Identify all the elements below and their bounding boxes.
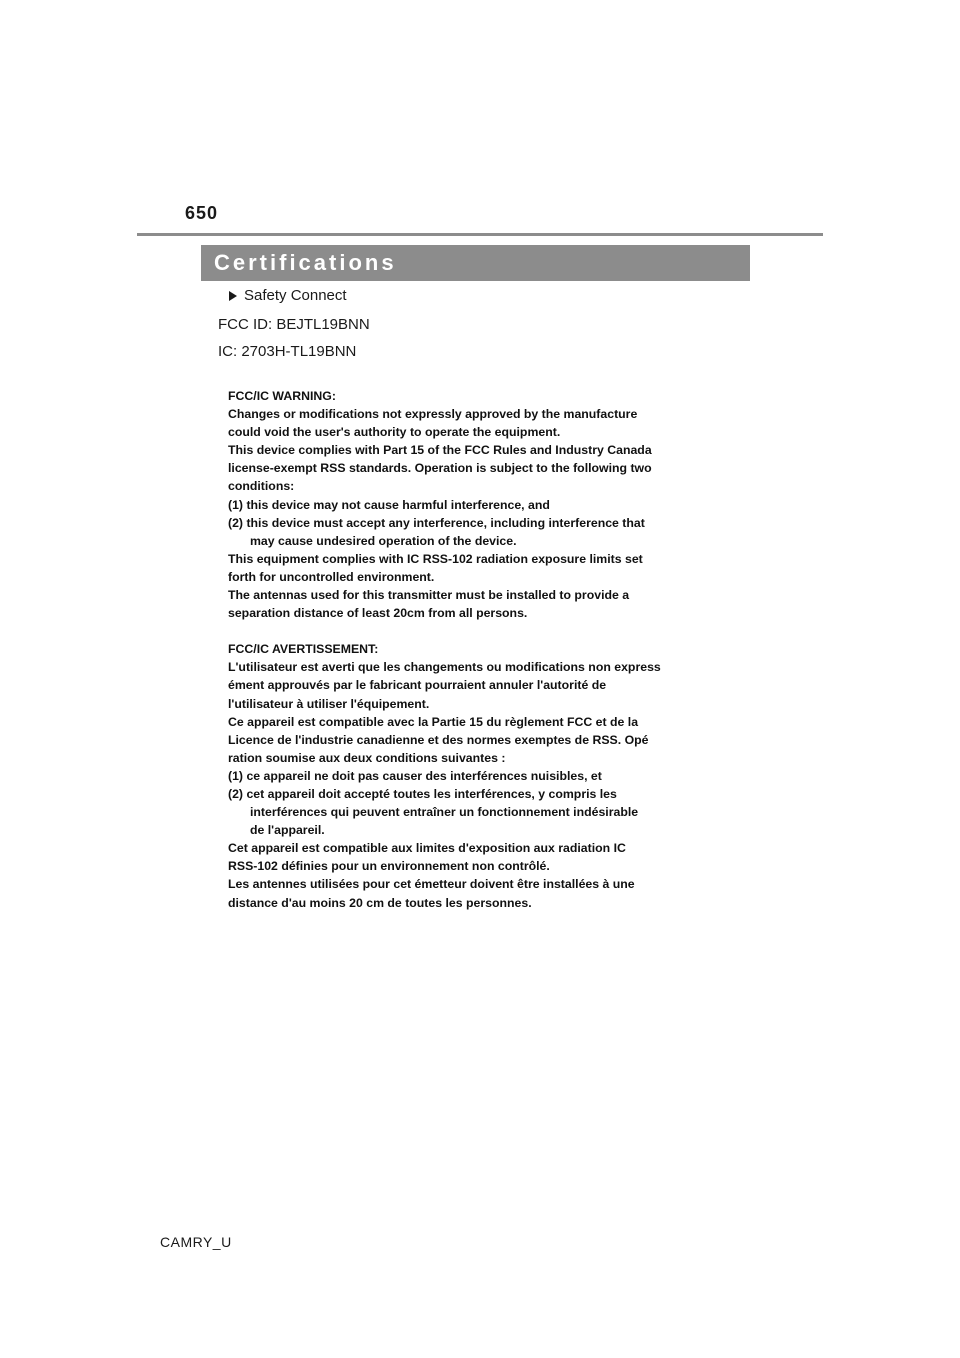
bullet-heading: [229, 287, 347, 304]
warning-fr-line: de l'appareil.: [250, 823, 325, 838]
warning-fr-line: (1) ce appareil ne doit pas causer des interférences nuisibles, et: [228, 768, 602, 783]
footer-code: CAMRY_U: [160, 1234, 232, 1250]
warning-fr-line: Cet appareil est compatible aux limites d'exposition aux radiation IC: [228, 841, 626, 856]
warning-fr-line: ément approuvés par le fabricant pourraient annuler l'autorité de: [228, 678, 607, 693]
warning-fr-line: l'utilisateur à utiliser l'équipement.: [228, 696, 430, 711]
warning-fr-line: interférences qui peuvent entraîner un fonctionnement indésirable: [250, 805, 639, 820]
ic-id: IC: 2703H-TL19BNN: [218, 343, 357, 360]
warning-fr-line: Ce appareil est compatible avec la Partie 15 du règlement FCC et de la: [228, 714, 639, 729]
warning-fr-title: FCC/IC AVERTISSEMENT:: [228, 642, 379, 657]
warning-en-line: The antennas used for this transmitter must be installed to provide a: [228, 588, 630, 603]
header-rule: [137, 233, 823, 236]
warning-en-line: license-exempt RSS standards. Operation is subject to the following two: [228, 461, 652, 476]
warning-en-line: (1) this device may not cause harmful interference, and: [228, 497, 550, 512]
warning-en-line: Changes or modifications not expressly approved by the manufacture: [228, 407, 638, 422]
section-banner: [201, 245, 750, 281]
page-number: 650: [185, 203, 219, 223]
warning-fr-line: L'utilisateur est averti que les changements ou modifications non express: [228, 660, 661, 675]
warning-fr-line: Les antennes utilisées pour cet émetteur doivent être installées à une: [228, 877, 635, 892]
warning-en-line: (2) this device must accept any interference, including interference that: [228, 515, 645, 530]
warning-fr-line: (2) cet appareil doit accepté toutes les interférences, y compris les: [228, 786, 617, 801]
warning-en-line: This equipment complies with IC RSS-102 radiation exposure limits set: [228, 551, 643, 566]
warning-en-line: conditions:: [228, 479, 295, 494]
warning-en-line: could void the user's authority to operate the equipment.: [228, 425, 561, 440]
warning-fr-line: distance d'au moins 20 cm de toutes les personnes.: [228, 895, 532, 910]
fcc-id: FCC ID: BEJTL19BNN: [218, 316, 370, 333]
warning-fr-line: RSS-102 définies pour un environnement non contrôlé.: [228, 859, 550, 874]
warning-fr-line: ration soumise aux deux conditions suivantes :: [228, 750, 506, 765]
section-title: Certifications: [214, 250, 397, 275]
warning-en-line: This device complies with Part 15 of the FCC Rules and Industry Canada: [228, 443, 652, 458]
warning-fr-line: Licence de l'industrie canadienne et des normes exemptes de RSS. Opé: [228, 732, 649, 747]
warning-en-line: forth for uncontrolled environment.: [228, 569, 435, 584]
certification-label: [228, 387, 728, 912]
warning-en-line: may cause undesired operation of the device.: [250, 533, 517, 548]
triangle-right-icon: [229, 291, 237, 301]
warning-en-line: separation distance of least 20cm from all persons.: [228, 606, 528, 621]
paragraph-gap: [228, 622, 728, 640]
warning-en-title: FCC/IC WARNING:: [228, 389, 336, 403]
bullet-label: Safety Connect: [244, 287, 347, 304]
